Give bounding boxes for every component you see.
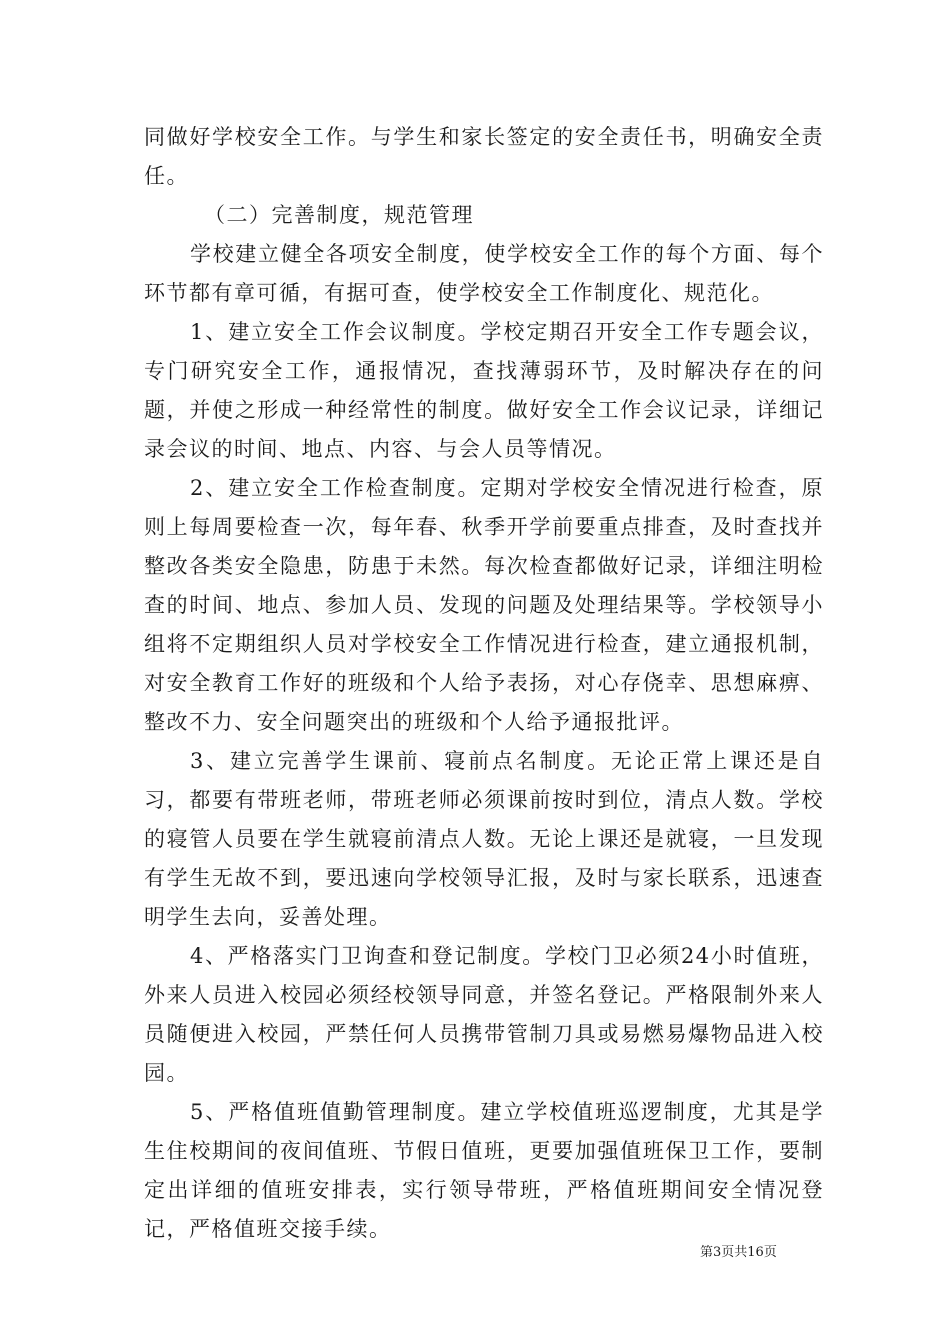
paragraph-item-5: 5、严格值班值勤管理制度。建立学校值班巡逻制度，尤其是学生住校期间的夜间值班、节假日值班，更要加强值班保卫工作，要制定出详细的值班安排表，实行领导带班，严格值班期间安全情况登记，严格值班交接手续。 bbox=[144, 1100, 824, 1241]
page-number-footer: 第3页共16页 bbox=[700, 1245, 777, 1260]
paragraph-continuation: 同做好学校安全工作。与学生和家长签定的安全责任书，明确安全责任。 bbox=[144, 125, 824, 188]
section-heading: （二）完善制度，规范管理 bbox=[204, 203, 474, 227]
document-body bbox=[144, 118, 824, 1249]
paragraph-item-2: 2、建立安全工作检查制度。定期对学校安全情况进行检查，原则上每周要检查一次，每年春、秋季开学前要重点排查，及时查找并整改各类安全隐患，防患于未然。每次检查都做好记录，详细注明检查的时间、地点、参加人员、发现的问题及处理结果等。学校领导小组将不定期组织人员对学校安全工作情况进行检查，建立通报机制，对安全教育工作好的班级和个人给予表扬，对心存侥幸、思想麻痹、整改不力、安全问题突出的班级和个人给予通报批评。 bbox=[144, 476, 824, 734]
paragraph-item-4: 4、严格落实门卫询查和登记制度。学校门卫必须24小时值班，外来人员进入校园必须经校领导同意，并签名登记。严格限制外来人员随便进入校园，严禁任何人员携带管制刀具或易燃易爆物品进入校园。 bbox=[144, 944, 824, 1085]
paragraph-intro: 学校建立健全各项安全制度，使学校安全工作的每个方面、每个环节都有章可循，有据可查，使学校安全工作制度化、规范化。 bbox=[144, 242, 824, 305]
paragraph-item-1: 1、建立安全工作会议制度。学校定期召开安全工作专题会议，专门研究安全工作，通报情况，查找薄弱环节，及时解决存在的问题，并使之形成一种经常性的制度。做好安全工作会议记录，详细记录会议的时间、地点、内容、与会人员等情况。 bbox=[144, 320, 824, 461]
paragraph-item-3: 3、建立完善学生课前、寝前点名制度。无论正常上课还是自习，都要有带班老师，带班老师必须课前按时到位，清点人数。学校的寝管人员要在学生就寝前清点人数。无论上课还是就寝，一旦发现有学生无故不到，要迅速向学校领导汇报，及时与家长联系，迅速查明学生去向，妥善处理。 bbox=[144, 749, 824, 929]
